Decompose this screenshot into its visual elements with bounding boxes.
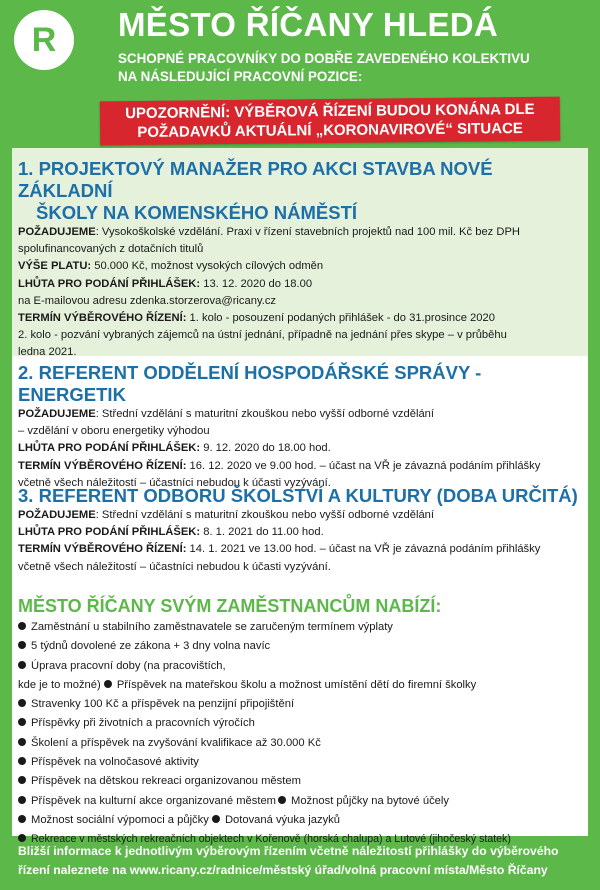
position-1-title <box>18 158 588 224</box>
position-3-title <box>18 485 588 507</box>
banner-line-2: POŽADAVKŮ AKTUÁLNÍ „KORONAVIROVÉ“ SITUACE <box>137 119 523 142</box>
position-3-term-cont: včetně všech náležitostí – účastníci nebudou k účasti vyzývání. <box>18 560 331 573</box>
benefit-text: Rekreace v městských rekreačních objektech v Kořenově (horská chalupa) a Lutové (jihočeský statek) <box>31 833 511 846</box>
term-label: TERMÍN VÝBĚROVÉHO ŘÍZENÍ: <box>18 459 187 472</box>
banner-line-1: UPOZORNĚNÍ: VÝBĚROVÁ ŘÍZENÍ BUDOU KONÁNA DLE <box>125 100 535 123</box>
position-2-requirements <box>18 406 588 423</box>
position-3-term <box>18 541 588 558</box>
bullet-icon <box>18 757 26 765</box>
position-2 <box>18 362 588 492</box>
benefit-item <box>18 753 588 772</box>
benefit-text: Příspěvek na volnočasové aktivity <box>31 756 199 769</box>
header <box>0 0 600 96</box>
footer-info <box>18 842 588 880</box>
benefit-item <box>18 657 588 676</box>
position-3-requirements <box>18 507 588 524</box>
position-1-requirements-cont: spolufinancovaných z dotačních titulů <box>18 243 204 256</box>
position-2-title <box>18 362 588 406</box>
bullet-icon <box>18 796 26 804</box>
position-2-requirements-cont: – vzdělání v oboru energetiky výhodou <box>18 425 210 438</box>
benefit-item <box>18 695 588 714</box>
position-1 <box>18 158 588 362</box>
city-logo <box>14 10 74 70</box>
bullet-icon <box>104 680 112 688</box>
position-2-number: 2. <box>18 362 34 383</box>
benefit-item <box>18 618 588 637</box>
term-text: 14. 1. 2021 ve 13.00 hod. – účast na VŘ je závazná podáním přihlášky <box>186 543 541 556</box>
benefit-item <box>18 811 588 830</box>
position-1-title-line-2: ŠKOLY NA KOMENSKÉHO NÁMĚSTÍ <box>36 202 358 223</box>
subtitle-line-1: SCHOPNÉ PRACOVNÍKY DO DOBŘE ZAVEDENÉHO KOLEKTIVU <box>118 51 530 66</box>
position-2-term <box>18 458 588 475</box>
benefit-text: Možnost sociální výpomoci a půjčky <box>31 813 209 826</box>
bullet-icon <box>18 815 26 823</box>
benefit-text: Možnost půjčky na bytové účely <box>291 794 449 807</box>
covid-warning-banner <box>100 97 560 146</box>
bullet-icon <box>278 796 286 804</box>
bullet-icon <box>18 641 26 649</box>
deadline-label: LHŮTA PRO PODÁNÍ PŘIHLÁŠEK: <box>18 526 201 539</box>
benefit-text: Příspěvek na dětskou rekreaci organizovanou městem <box>31 775 301 788</box>
benefit-text: 5 týdnů dovolené ze zákona + 3 dny volna navíc <box>31 640 271 653</box>
position-1-email: na E-mailovou adresu zdenka.storzerova@ricany.cz <box>18 294 277 307</box>
bullet-icon <box>212 815 220 823</box>
benefit-text: Příspěvek na mateřskou školu a možnost umístění dětí do firemní školky <box>116 678 477 691</box>
deadline-label: LHŮTA PRO PODÁNÍ PŘIHLÁŠEK: <box>18 277 201 290</box>
logo-letter: R <box>31 20 57 59</box>
position-3 <box>18 485 588 576</box>
benefit-item <box>18 792 588 811</box>
bullet-icon <box>18 622 26 630</box>
requirements-text: : Střední vzdělání s maturitní zkouškou nebo vyšší odborné vzdělání <box>95 408 434 420</box>
benefit-text: Příspěvek na kulturní akce organizované městem <box>31 794 277 807</box>
bullet-icon <box>18 718 26 726</box>
position-2-title-line-1: REFERENT ODDĚLENÍ HOSPODÁŘSKÉ SPRÁVY - ENERGETIK <box>18 362 482 405</box>
term-label: TERMÍN VÝBĚROVÉHO ŘÍZENÍ: <box>18 543 187 556</box>
requirements-text: : Vysokoškolské vzdělání. Praxi v řízení stavebních projektů nad 100 mil. Kč bez DPH <box>95 226 520 238</box>
benefit-text: Zaměstnání u stabilního zaměstnavatele se zaručeným termínem výplaty <box>31 621 393 633</box>
position-3-title-line-1: REFERENT ODBORU ŠKOLSTVÍ A KULTURY (DOBA URČITÁ) <box>38 485 578 506</box>
position-1-term <box>18 310 588 327</box>
requirements-label: POŽADUJEME <box>18 509 96 521</box>
benefit-text: Školení a příspěvek na zvyšování kvalifikace až 30.000 Kč <box>31 736 321 749</box>
benefit-item <box>18 676 588 695</box>
benefit-text: Příspěvky při životních a pracovních výročích <box>31 717 255 730</box>
deadline-text: 8. 1. 2021 do 11.00 hod. <box>200 526 324 539</box>
position-1-requirements <box>18 224 588 241</box>
page-title: MĚSTO ŘÍČANY HLEDÁ <box>118 6 499 43</box>
benefit-text: Dotovaná výuka jazyků <box>224 813 340 826</box>
requirements-label: POŽADUJEME <box>18 408 96 420</box>
bullet-icon <box>18 699 26 707</box>
benefit-item <box>18 772 588 791</box>
benefit-item <box>18 637 588 656</box>
bullet-icon <box>18 661 26 669</box>
position-1-salary <box>18 258 588 275</box>
position-1-deadline <box>18 276 588 293</box>
bullet-icon <box>18 738 26 746</box>
deadline-text: 9. 12. 2020 do 18.00 hod. <box>200 442 331 455</box>
footer-line-1: Bližší informace k jednotlivým výběrovým řízením včetně náležitostí přihlášky do výběrového <box>18 844 559 858</box>
benefits-title: MĚSTO ŘÍČANY SVÝM ZAMĚSTNANCŮM NABÍZÍ: <box>18 596 442 616</box>
bullet-icon <box>18 776 26 784</box>
salary-label: VÝŠE PLATU: <box>18 260 92 273</box>
position-2-term-cont: včetně všech náležitostí – účastníci nebudou k účasti vyzývání. <box>18 476 331 489</box>
position-1-number: 1. <box>18 158 34 179</box>
position-3-deadline <box>18 524 588 541</box>
requirements-text: : Střední vzdělání s maturitní zkouškou nebo vyšší odborné vzdělání <box>95 509 434 521</box>
benefit-text-continuation: kde je to možné) <box>18 678 101 691</box>
footer-line-2: řízení naleznete na www.ricany.cz/radnice/městský úřad/volná pracovní místa/Město Říčany <box>18 863 548 877</box>
benefit-item <box>18 714 588 733</box>
requirements-label: POŽADUJEME <box>18 226 96 238</box>
position-1-title-line-1: PROJEKTOVÝ MANAŽER PRO AKCI STAVBA NOVÉ ZÁKLADNÍ <box>18 158 493 201</box>
benefits-list <box>18 618 588 850</box>
term-text: 1. kolo - posouzení podaných přihlášek - do 31.prosince 2020 <box>186 312 495 325</box>
subtitle-line-2: NA NÁSLEDUJÍCÍ PRACOVNÍ POZICE: <box>118 69 363 84</box>
position-1-term-cont: 2. kolo - pozvání vybraných zájemců na ústní jednání, případně na jednání přes skype – v průběhu <box>18 329 507 342</box>
position-1-term-cont-2: ledna 2021. <box>18 346 77 359</box>
position-3-number: 3. <box>18 485 34 506</box>
position-2-deadline <box>18 440 588 457</box>
header-subtitle <box>118 50 588 86</box>
salary-text: 50.000 Kč, možnost vysokých cílových odměn <box>91 260 324 273</box>
deadline-text: 13. 12. 2020 do 18.00 <box>200 277 313 290</box>
term-label: TERMÍN VÝBĚROVÉHO ŘÍZENÍ: <box>18 312 187 325</box>
benefit-text: Úprava pracovní doby (na pracovištích, <box>31 659 226 672</box>
term-text: 16. 12. 2020 ve 9.00 hod. – účast na VŘ je závazná podáním přihlášky <box>186 459 541 472</box>
deadline-label: LHŮTA PRO PODÁNÍ PŘIHLÁŠEK: <box>18 442 201 455</box>
benefit-item <box>18 734 588 753</box>
benefit-text: Stravenky 100 Kč a příspěvek na penzijní připojištění <box>31 698 295 711</box>
